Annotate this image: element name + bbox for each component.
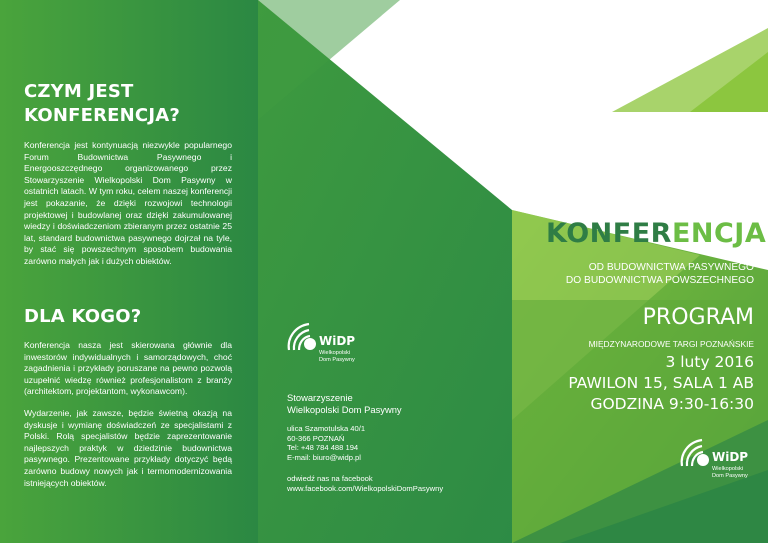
subtitle-line2: DO BUDOWNICTWA POWSZECHNEGO <box>565 274 754 286</box>
logo-subtitle <box>319 350 355 364</box>
address-city: 60-366 POZNAŃ <box>287 433 345 443</box>
conference-title <box>546 218 766 250</box>
heading-for-whom: DLA KOGO? <box>24 306 142 327</box>
program-heading: PROGRAM <box>642 305 754 330</box>
logo-sub-line1-right: Wielkopolski <box>712 466 744 472</box>
facebook-label: odwiedź nas na facebook <box>287 474 373 483</box>
facebook-link[interactable]: www.facebook.com/WielkopolskiDomPasywny <box>287 483 444 493</box>
widp-logo-right <box>678 436 764 496</box>
event-place: PAWILON 15, SALA 1 AB <box>568 374 754 392</box>
event-date: 3 luty 2016 <box>665 353 754 371</box>
logo-text-right: WiDP <box>712 450 749 464</box>
paragraph-event: Wydarzenie, jak zawsze, będzie świetną okazją na dyskusje i wymianę doświadczeń ze specjalistami z Polski. Rolą specjalistów będzie zaprezentowanie najlepszych praktyk w dziedzinie budownictwa pasywnego. Prezentowane przykłady dotyczyć będą zarówno budowy nowych jak i termomodernizowania istniejących obiektów. <box>24 408 232 488</box>
address-block <box>287 424 365 462</box>
conference-subtitle <box>520 262 754 287</box>
logo-subtitle-right <box>712 466 748 480</box>
paragraph-about: Konferencja jest kontynuacją niezwykle popularnego Forum Budownictwa Pasywnego i Energooszczędnego organizowanego przez Stowarzyszenie Wielkopolski Dom Pasywny w ostatnich latach. W tym roku, celem naszej konferencji jest pokazanie, że dzięki rozwojowi technologii projektowej i budowlanej oraz dzięki zakumulowanej wiedzy i doświadczeniom zbieranym przez ostatnie 25 lat, standard budownictwa pasywnego dojrzał na tyle, by stać się powszechnym sposobem budowania zarówno małych jak i dużych obiektów. <box>24 140 232 266</box>
logo-sub-line2-right: Dom Pasywny <box>712 473 748 479</box>
org-name <box>287 392 402 415</box>
title-light-part: ENCJA <box>671 218 767 249</box>
facebook-block <box>287 474 443 493</box>
heading-what-is-line2: KONFERENCJA? <box>24 105 180 126</box>
heading-what-is <box>24 80 180 128</box>
address-street: ulica Szamotulska 40/1 <box>287 424 366 433</box>
venue: MIĘDZYNARODOWE TARGI POZNAŃSKIE <box>588 339 754 349</box>
subtitle-line1: OD BUDOWNICTWA PASYWNEGO <box>588 262 754 273</box>
paragraph-audience: Konferencja nasza jest skierowana głównie dla inwestorów indywidualnych i samorządowych, choć zagadnienia i przykłady poruszane na pewno pozwolą uzupełnić wiedzę również profesjonalistom z branży (architektom, projektantom, wykonawcom). <box>24 340 232 397</box>
event-time: GODZINA 9:30-16:30 <box>590 395 754 413</box>
heading-what-is-line1: CZYM JEST <box>24 81 134 102</box>
widp-logo-middle <box>285 320 375 380</box>
logo-sub-line2: Dom Pasywny <box>319 357 355 363</box>
org-line1: Stowarzyszenie <box>287 392 353 403</box>
org-line2: Wielkopolski Dom Pasywny <box>287 403 402 415</box>
logo-sub-line1: Wielkopolski <box>319 350 351 356</box>
title-dark-part: KONFER <box>546 218 672 249</box>
logo-text: WiDP <box>319 334 356 348</box>
contact-phone: Tel: +48 784 488 194 <box>287 443 359 453</box>
contact-email[interactable]: E-mail: biuro@widp.pl <box>287 452 361 462</box>
